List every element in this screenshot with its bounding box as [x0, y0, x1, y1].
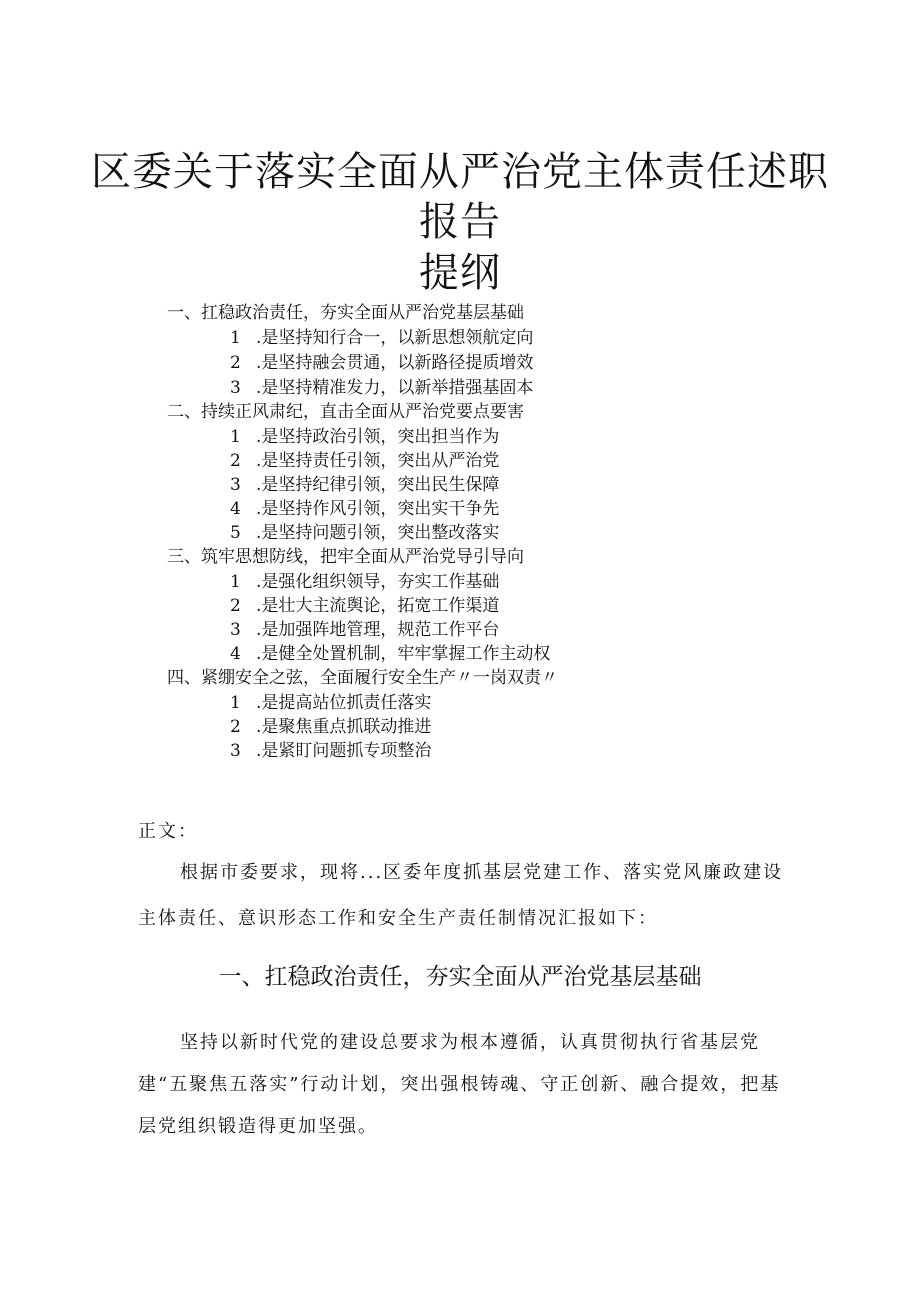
outline-item-number: 3	[230, 378, 241, 398]
outline-item-text: .是壮大主流舆论，拓宽工作渠道	[256, 596, 500, 616]
outline-item	[230, 692, 431, 714]
outline-item-text: .是聚焦重点抓联动推进	[256, 717, 432, 737]
outline-section: 三、筑牢思想防线，把牢全面从严治党导引导向	[167, 547, 524, 567]
outline-item	[230, 619, 499, 641]
intro-paragraph: 根据市委要求，现将...区委年度抓基层党建工作、落实党风廉政建设主体责任、意识形态工作和安全生产责任制情况汇报如下：	[138, 862, 784, 929]
outline-item-text: .是坚持问题引领，突出整改落实	[256, 523, 500, 543]
outline-item	[230, 740, 431, 762]
outline-item	[230, 450, 499, 472]
outline-item	[230, 498, 499, 520]
outline-section: 二、持续正风肃纪，直击全面从严治党要点要害	[167, 402, 524, 422]
outline-item-number: 3	[230, 741, 241, 761]
outline-item	[230, 571, 499, 593]
outline-item	[230, 426, 499, 448]
outline-item-number: 2	[230, 353, 241, 373]
body-label: 正文：	[138, 821, 198, 842]
outline-item-text: .是健全处置机制，牢牢掌握工作主动权	[256, 644, 551, 664]
outline-item-number: 1	[230, 328, 241, 348]
outline-item-number: 2	[230, 451, 241, 471]
outline-item-text: .是坚持作风引领，突出实干争先	[256, 499, 500, 519]
outline-item-text: .是坚持知行合一，以新思想领航定向	[256, 328, 534, 348]
outline-item-number: 3	[230, 620, 241, 640]
outline-item	[230, 716, 431, 738]
outline-item	[230, 377, 533, 399]
outline-item-text: .是坚持精准发力，以新举措强基固本	[256, 378, 534, 398]
document-title-line-1: 区委关于落实全面从严治党主体责任述职	[91, 149, 829, 195]
outline-item-text: .是强化组织领导，夯实工作基础	[256, 572, 500, 592]
outline-item-number: 4	[230, 644, 241, 664]
outline-item	[230, 474, 499, 496]
outline-item-text: .是坚持政治引领，突出担当作为	[256, 427, 500, 447]
outline-item-text: .是紧盯问题抓专项整治	[256, 741, 432, 761]
outline-item	[230, 643, 550, 665]
outline-item-number: 1	[230, 427, 241, 447]
outline-item	[230, 327, 533, 349]
outline-item-number: 1	[230, 572, 241, 592]
outline-item	[230, 352, 533, 374]
outline-item	[230, 595, 499, 617]
outline-section: 四、紧绷安全之弦，全面履行安全生产〃一岗双责〃	[167, 668, 558, 688]
outline-item-text: .是加强阵地管理，规范工作平台	[256, 620, 500, 640]
outline-item-number: 3	[230, 475, 241, 495]
outline-title: 提纲	[419, 250, 501, 296]
outline-item-number: 1	[230, 693, 241, 713]
outline-item-text: .是坚持融会贯通，以新路径提质增效	[256, 353, 534, 373]
outline-item	[230, 522, 499, 544]
body-paragraph: 坚持以新时代党的建设总要求为根本遵循，认真贯彻执行省基层党建“五聚焦五落实”行动计划，突出强根铸魂、守正创新、融合提效，把基层党组织锻造得更加坚强。	[138, 1032, 781, 1137]
outline-section: 一、扛稳政治责任，夯实全面从严治党基层基础	[167, 303, 524, 323]
outline-item-text: .是提高站位抓责任落实	[256, 693, 432, 713]
outline-item-text: .是坚持纪律引领，突出民生保障	[256, 475, 500, 495]
document-title-line-2: 报告	[419, 199, 501, 245]
outline-item-number: 2	[230, 596, 241, 616]
outline-item-text: .是坚持责任引领，突出从严治党	[256, 451, 500, 471]
outline-item-number: 2	[230, 717, 241, 737]
outline-item-number: 4	[230, 499, 241, 519]
section-heading: 一、扛稳政治责任，夯实全面从严治党基层基础	[218, 964, 702, 990]
outline-item-number: 5	[230, 523, 241, 543]
